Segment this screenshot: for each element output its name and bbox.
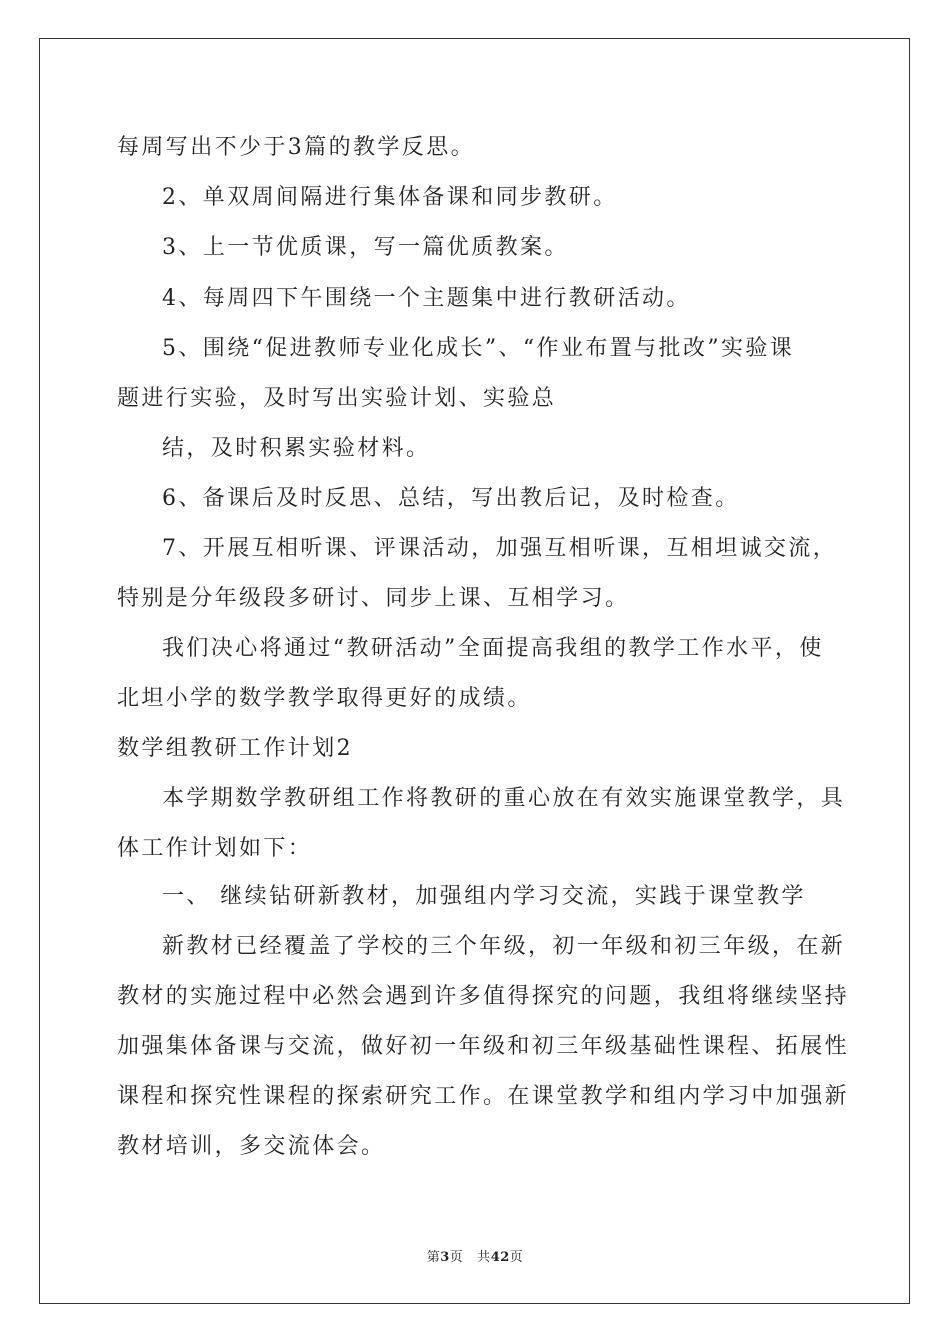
body-line-10: 特别是分年级段多研讨、同步上课、互相学习。	[117, 586, 630, 611]
subsection-heading: 一、 继续钻研新教材，加强组内学习交流，实践于课堂教学	[162, 884, 806, 909]
body-line-3: 3、上一节优质课，写一篇优质教案。	[162, 235, 569, 260]
footer-total-pages: 42	[490, 1250, 510, 1265]
body-line-2: 2、单双周间隔进行集体备课和同步教研。	[162, 185, 618, 210]
body-line-7: 结，及时积累实验材料。	[162, 436, 431, 461]
footer-page-prefix: 第	[426, 1250, 441, 1265]
section-heading: 数学组教研工作计划2	[117, 736, 353, 761]
body-line-17: 新教材已经覆盖了学校的三个年级，初一年级和初三年级，在新	[162, 934, 846, 959]
body-line-19: 加强集体备课与交流，做好初一年级和初三年级基础性课程、拓展性	[117, 1034, 850, 1059]
body-line-20: 课程和探究性课程的探索研究工作。在课堂教学和组内学习中加强新	[117, 1084, 850, 1109]
footer-page-suffix: 页	[449, 1250, 464, 1265]
body-line-15: 体工作计划如下：	[117, 836, 313, 861]
body-line-14: 本学期数学教研组工作将教研的重心放在有效实施课堂教学，具	[162, 786, 846, 811]
footer-page-number: 3	[440, 1250, 450, 1265]
body-line-4: 4、每周四下午围绕一个主题集中进行教研活动。	[162, 286, 691, 311]
body-line-5: 5、围绕“促进教师专业化成长”、“作业布置与批改”实验课	[162, 336, 795, 361]
body-line-8: 6、备课后及时反思、总结，写出教后记，及时检查。	[162, 486, 740, 511]
footer-total-prefix: 共	[477, 1250, 491, 1265]
body-line-11: 我们决心将通过“教研活动”全面提高我组的教学工作水平，使	[162, 636, 824, 661]
page-footer	[0, 1246, 950, 1265]
body-line-1: 每周写出不少于3篇的教学反思。	[117, 135, 475, 160]
body-line-18: 教材的实施过程中必然会遇到许多值得探究的问题，我组将继续坚持	[117, 984, 850, 1009]
body-line-6: 题进行实验，及时写出实验计划、实验总	[117, 386, 557, 411]
body-line-12: 北坦小学的数学教学取得更好的成绩。	[117, 686, 532, 711]
body-line-9: 7、开展互相听课、评课活动，加强互相听课，互相坦诚交流，	[162, 536, 838, 561]
body-line-21: 教材培训，多交流体会。	[117, 1134, 386, 1159]
page-border	[39, 38, 910, 1304]
footer-total-suffix: 页	[509, 1250, 524, 1265]
